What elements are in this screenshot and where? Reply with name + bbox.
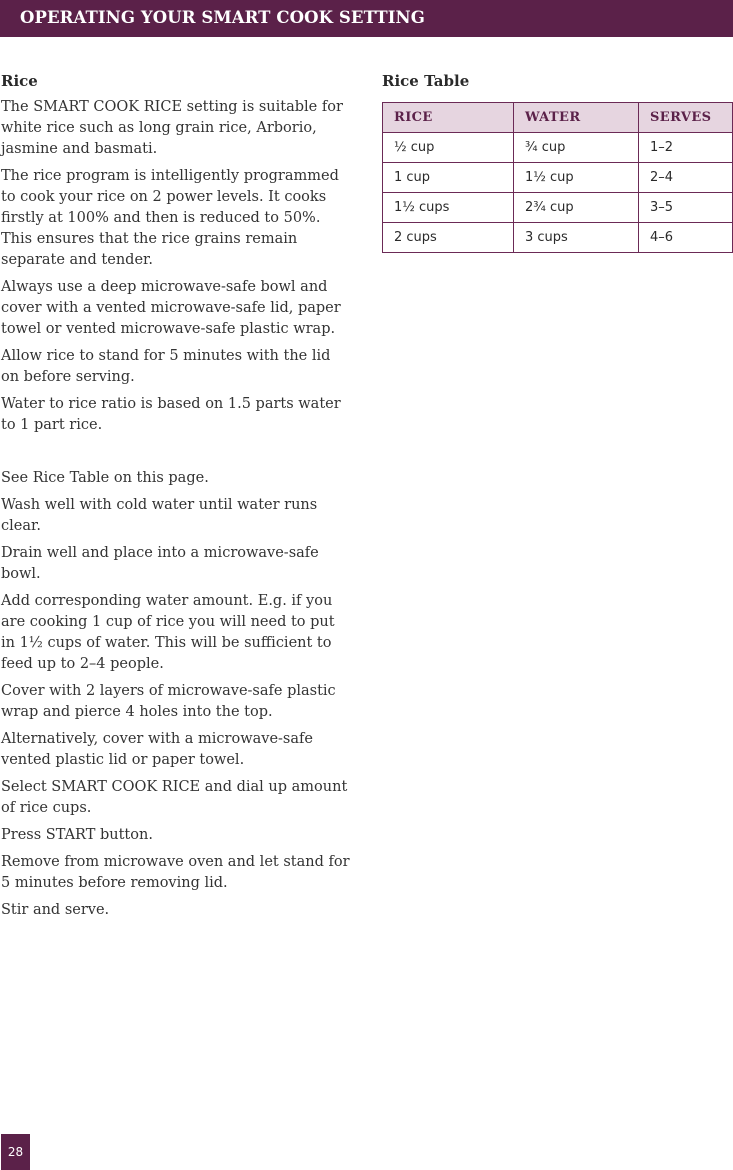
intro-paragraph: The SMART COOK RICE setting is suitable for white rice such as long grain rice, Arborio, jasmine and basmati. — [1, 99, 343, 157]
instruction-step: Wash well with cold water until water runs clear. — [1, 497, 318, 534]
table-row — [383, 163, 733, 193]
rice-table-column — [382, 70, 732, 253]
rice-table-heading: Rice Table — [382, 72, 470, 90]
intro-paragraph: Water to rice ratio is based on 1.5 parts water to 1 part rice. — [1, 396, 341, 433]
table-cell-serves: 3–5 — [639, 193, 733, 223]
table-cell-serves: 1–2 — [639, 133, 733, 163]
column-header-rice: RICE — [383, 103, 514, 133]
instruction-step: Stir and serve. — [1, 902, 110, 918]
instruction-step: Press START button. — [1, 827, 153, 843]
rice-instructions-column — [1, 70, 353, 927]
table-row — [383, 133, 733, 163]
section-spacer — [1, 442, 353, 468]
rice-section-heading: Rice — [1, 72, 38, 90]
header-bar — [0, 0, 733, 37]
table-header-row — [383, 103, 733, 133]
table-cell-rice: 1 cup — [383, 163, 514, 193]
instruction-step: See Rice Table on this page. — [1, 470, 209, 486]
page-number: 28 — [1, 1134, 30, 1170]
table-cell-serves: 2–4 — [639, 163, 733, 193]
instruction-step: Add corresponding water amount. E.g. if you are cooking 1 cup of rice you will need to put in 1½ cups of water. This will be sufficient to feed up to 2–4 people. — [1, 593, 335, 672]
table-cell-water: 2¾ cup — [514, 193, 639, 223]
table-row — [383, 193, 733, 223]
instruction-step: Cover with 2 layers of microwave-safe plastic wrap and pierce 4 holes into the top. — [1, 683, 336, 720]
table-row — [383, 223, 733, 253]
intro-paragraph: The rice program is intelligently programmed to cook your rice on 2 power levels. It cooks firstly at 100% and then is reduced to 50%. This ensures that the rice grains remain separate and tender. — [1, 168, 339, 268]
intro-paragraph: Always use a deep microwave-safe bowl and cover with a vented microwave-safe lid, paper towel or vented microwave-safe plastic wrap. — [1, 279, 341, 337]
instruction-step: Remove from microwave oven and let stand for 5 minutes before removing lid. — [1, 854, 350, 891]
instruction-step: Alternatively, cover with a microwave-safe vented plastic lid or paper towel. — [1, 731, 313, 768]
column-header-water: WATER — [514, 103, 639, 133]
table-cell-serves: 4–6 — [639, 223, 733, 253]
column-header-serves: SERVES — [639, 103, 733, 133]
instruction-step: Select SMART COOK RICE and dial up amount of rice cups. — [1, 779, 348, 816]
table-cell-water: ¾ cup — [514, 133, 639, 163]
table-cell-water: 3 cups — [514, 223, 639, 253]
intro-paragraph: Allow rice to stand for 5 minutes with the lid on before serving. — [1, 348, 331, 385]
instruction-step: Drain well and place into a microwave-safe bowl. — [1, 545, 319, 582]
table-cell-rice: 2 cups — [383, 223, 514, 253]
rice-table — [382, 102, 733, 253]
table-cell-rice: 1½ cups — [383, 193, 514, 223]
table-cell-water: 1½ cup — [514, 163, 639, 193]
table-cell-rice: ½ cup — [383, 133, 514, 163]
page-title: OPERATING YOUR SMART COOK SETTING — [20, 8, 425, 27]
